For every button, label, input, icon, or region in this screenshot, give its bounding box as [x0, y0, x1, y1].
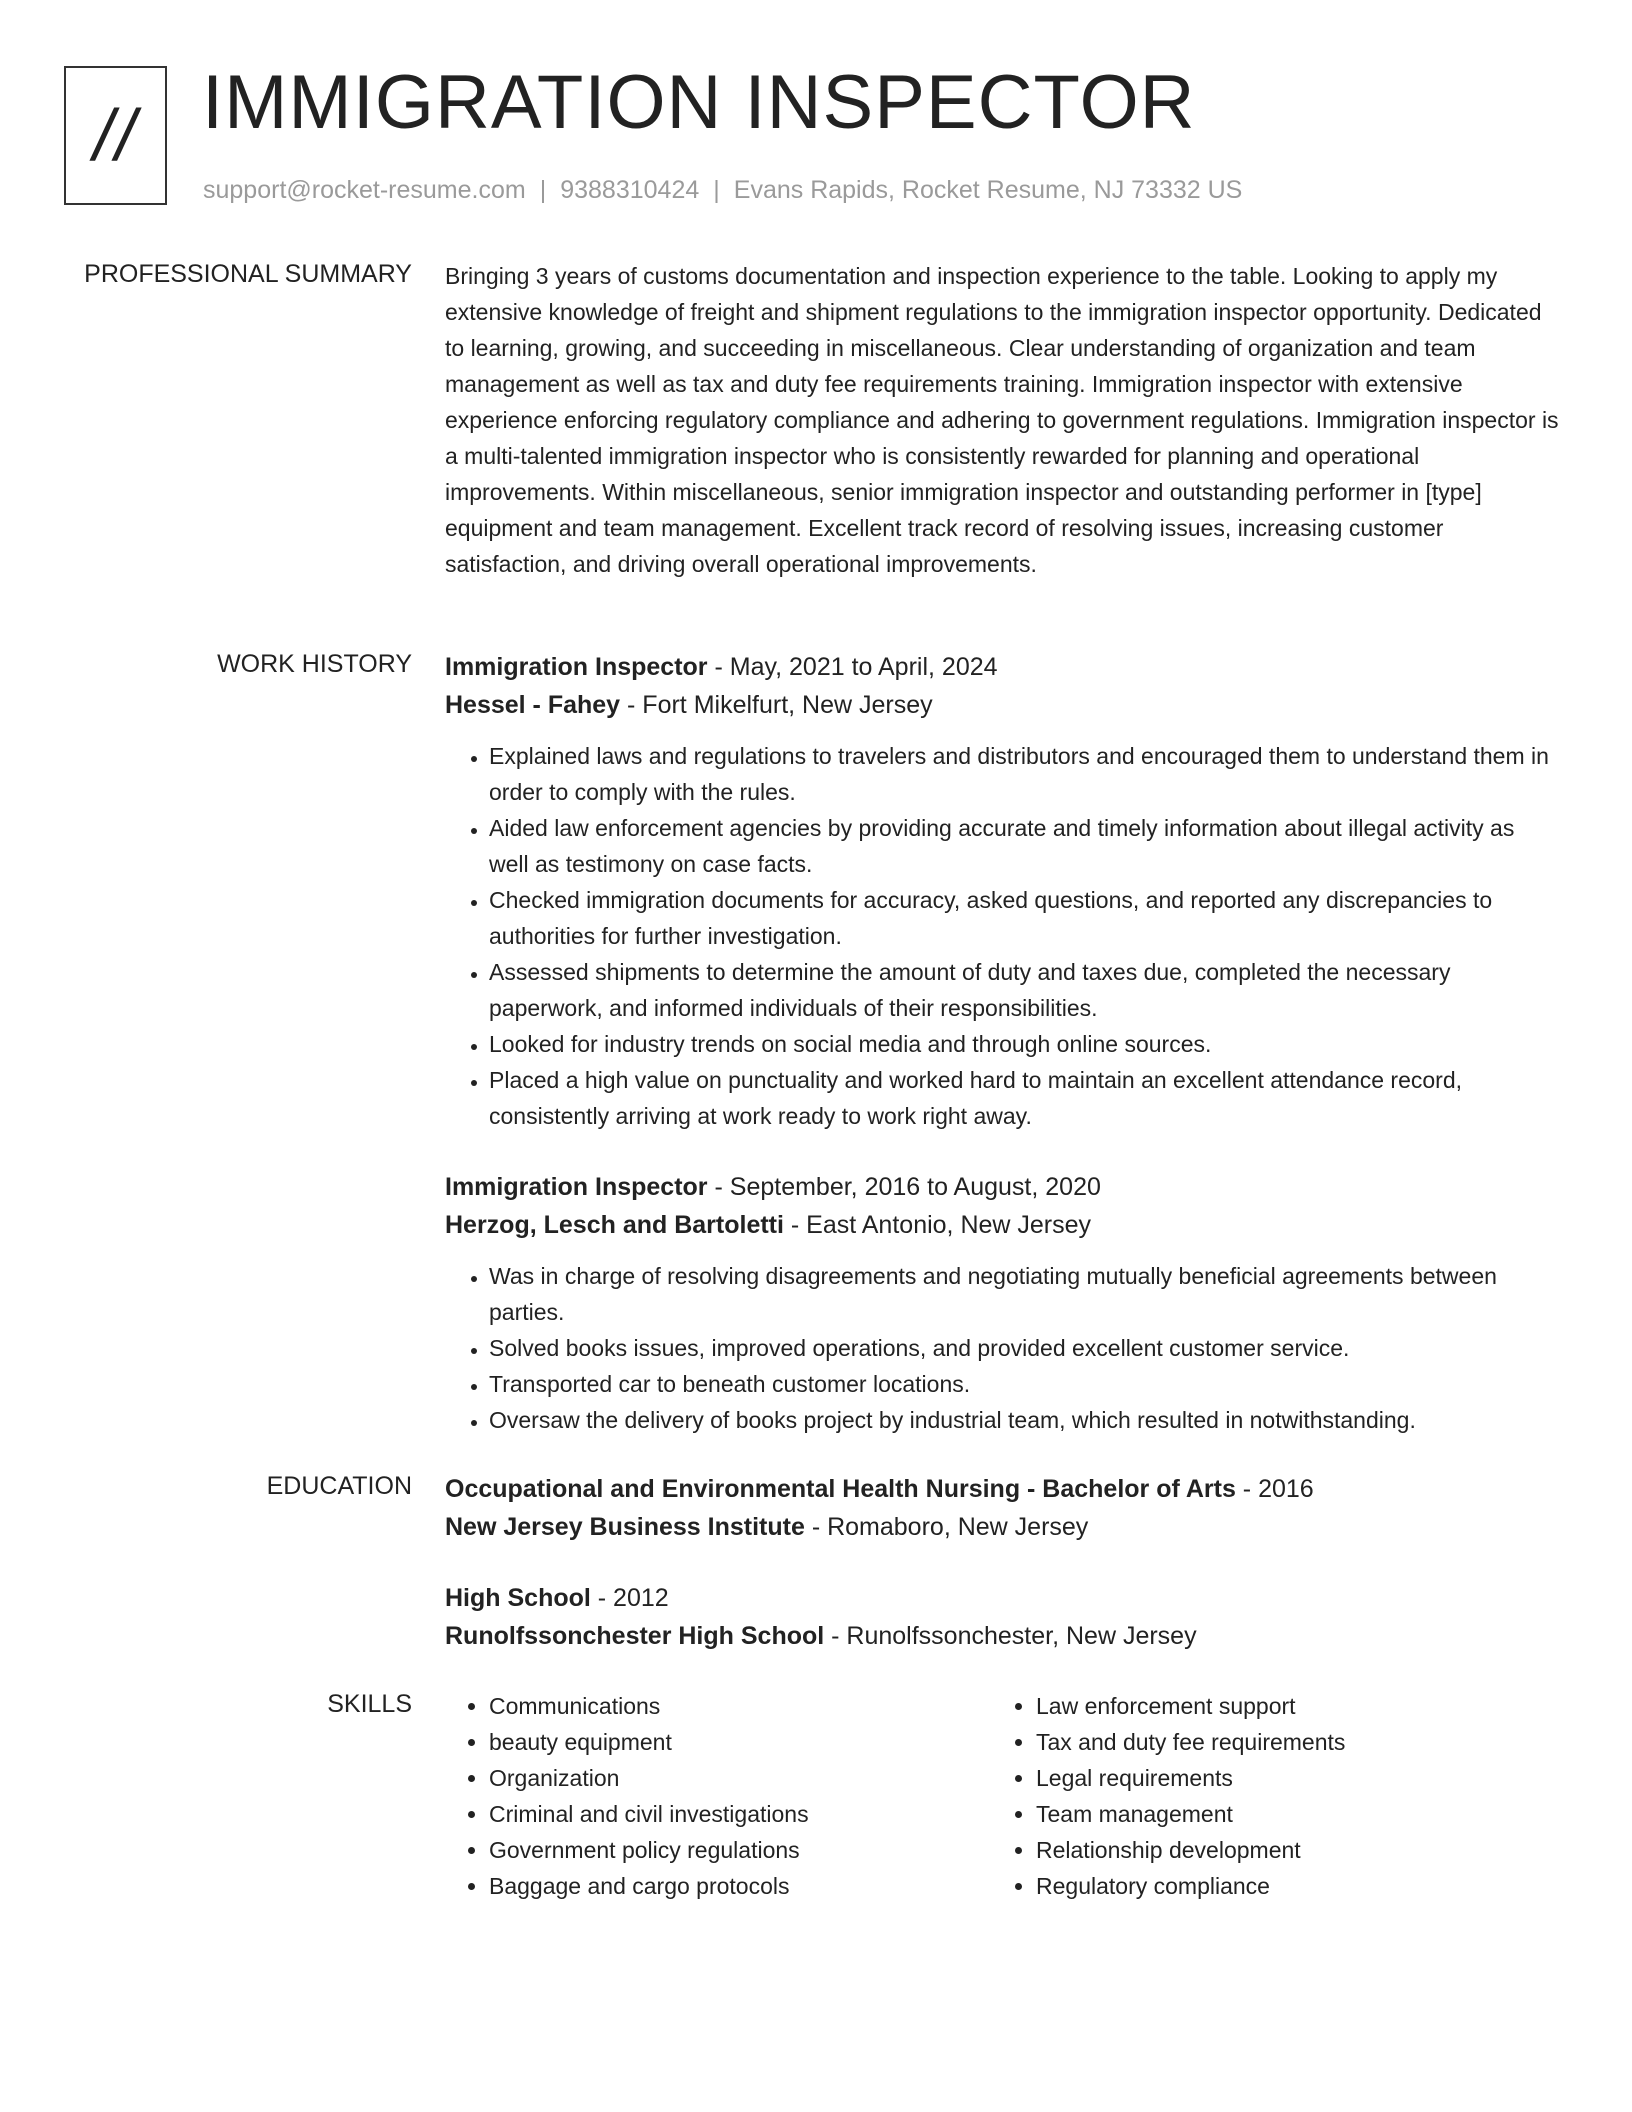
skills-list [992, 1688, 1539, 1904]
graduation-year: - 2012 [590, 1584, 669, 1612]
school-line [445, 1508, 1560, 1546]
job-company: Hessel - Fahey [445, 691, 621, 719]
job-entry [445, 648, 1560, 1134]
section-label-work: WORK HISTORY [217, 650, 412, 678]
skill-item: • Legal requirements [1036, 1760, 1539, 1796]
skill-item: • Organization [489, 1760, 992, 1796]
contact-line [203, 176, 1242, 205]
summary-text: Bringing 3 years of customs documentation and inspection experience to the table. Looking to apply my extensive knowledge of freight and shipment regulations to the immigration inspector opportunity. Dedicated to learning, growing, and succeeding in miscellaneous. Clear understanding of organization and team management as well as tax and duty fee requirements training. Immigration inspector with extensive experience enforcing regulatory compliance and adhering to government regulations. Immigration inspector is a multi-talented immigration inspector who is consistently rewarded for planning and operational improvements. Within miscellaneous, senior immigration inspector and outstanding performer in [type] equipment and team management. Excellent track record of resolving issues, increasing customer satisfaction, and driving overall operational improvements. [445, 263, 1559, 577]
skills-column-left [445, 1688, 992, 1904]
skills-body [445, 1688, 1560, 1904]
skill-item: • Criminal and civil investigations [489, 1796, 992, 1832]
graduation-year: - 2016 [1235, 1475, 1314, 1503]
job-title: Immigration Inspector [445, 1173, 708, 1201]
skill-item: • Government policy regulations [489, 1832, 992, 1868]
job-bullet: • Was in charge of resolving disagreements and negotiating mutually beneficial agreements between parties. [489, 1258, 1560, 1330]
section-label-skills: SKILLS [327, 1690, 412, 1718]
skill-item: • Law enforcement support [1036, 1688, 1539, 1724]
job-dates: - May, 2021 to April, 2024 [707, 653, 998, 681]
degree-line [445, 1470, 1560, 1508]
job-bullets [445, 738, 1560, 1134]
job-bullet: • Solved books issues, improved operations, and provided excellent customer service. [489, 1330, 1560, 1366]
work-body [445, 648, 1560, 1438]
skill-item: • Regulatory compliance [1036, 1868, 1539, 1904]
job-org-line [445, 1206, 1560, 1244]
job-entry [445, 1168, 1560, 1438]
skill-item: • Team management [1036, 1796, 1539, 1832]
degree: Occupational and Environmental Health Nursing - Bachelor of Arts [445, 1475, 1236, 1503]
school-location: - Runolfssonchester, New Jersey [824, 1622, 1197, 1650]
job-bullet: • Aided law enforcement agencies by providing accurate and timely information about illegal activity as well as testimony on case facts. [489, 810, 1560, 882]
skill-item: • Baggage and cargo protocols [489, 1868, 992, 1904]
contact-phone[interactable]: 9388310424 [560, 176, 700, 204]
job-bullet: • Oversaw the delivery of books project by industrial team, which resulted in notwithstanding. [489, 1402, 1560, 1438]
education-body [445, 1470, 1560, 1655]
skill-item: • Communications [489, 1688, 992, 1724]
job-location: - Fort Mikelfurt, New Jersey [620, 691, 933, 719]
education-entry [445, 1470, 1560, 1546]
degree: High School [445, 1584, 591, 1612]
contact-separator: | [539, 176, 547, 204]
job-title: Immigration Inspector [445, 653, 708, 681]
skills-list [445, 1688, 992, 1904]
job-bullet: • Transported car to beneath customer locations. [489, 1366, 1560, 1402]
job-org-line [445, 686, 1560, 724]
skill-item: • Relationship development [1036, 1832, 1539, 1868]
job-company: Herzog, Lesch and Bartoletti [445, 1211, 784, 1239]
school-name: Runolfssonchester High School [445, 1622, 825, 1650]
contact-address: Evans Rapids, Rocket Resume, NJ 73332 US [733, 176, 1243, 204]
job-bullets [445, 1258, 1560, 1438]
section-label-summary: PROFESSIONAL SUMMARY [84, 260, 412, 288]
resume-title: IMMIGRATION INSPECTOR [202, 60, 1196, 145]
summary-body [445, 258, 1560, 582]
job-location: - East Antonio, New Jersey [783, 1211, 1092, 1239]
job-bullet: • Placed a high value on punctuality and worked hard to maintain an excellent attendance record, consistently arriving at work ready to work right away. [489, 1062, 1560, 1134]
skill-item: • beauty equipment [489, 1724, 992, 1760]
job-bullet: • Checked immigration documents for accuracy, asked questions, and reported any discrepancies to authorities for further investigation. [489, 882, 1560, 954]
school-line [445, 1617, 1560, 1655]
degree-line [445, 1579, 1560, 1617]
school-location: - Romaboro, New Jersey [804, 1513, 1089, 1541]
job-title-line [445, 648, 1560, 686]
skills-grid [445, 1688, 1560, 1904]
job-bullet: • Assessed shipments to determine the amount of duty and taxes due, completed the necessary paperwork, and informed individuals of their responsibilities. [489, 954, 1560, 1026]
school-name: New Jersey Business Institute [445, 1513, 805, 1541]
job-bullet: • Explained laws and regulations to travelers and distributors and encouraged them to understand them in order to comply with the rules. [489, 738, 1560, 810]
contact-email[interactable]: support@rocket-resume.com [203, 176, 526, 204]
job-bullet: • Looked for industry trends on social media and through online sources. [489, 1026, 1560, 1062]
skills-column-right [992, 1688, 1539, 1904]
contact-separator: | [713, 176, 720, 204]
section-label-education: EDUCATION [266, 1472, 412, 1500]
job-dates: - September, 2016 to August, 2020 [707, 1173, 1101, 1201]
education-entry [445, 1579, 1560, 1655]
skill-item: • Tax and duty fee requirements [1036, 1724, 1539, 1760]
job-title-line [445, 1168, 1560, 1206]
logo-monogram: // [64, 66, 167, 205]
